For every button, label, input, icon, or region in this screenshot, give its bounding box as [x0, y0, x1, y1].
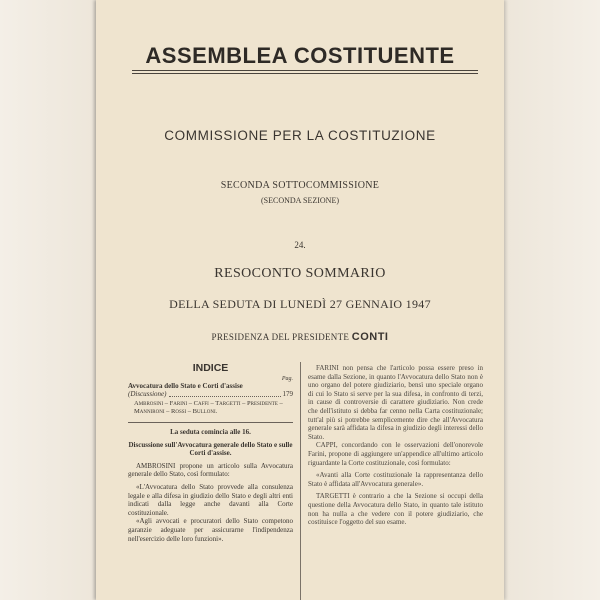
- commission-title: COMMISSIONE PER LA COSTITUZIONE: [164, 128, 436, 143]
- index-heading: INDICE: [192, 362, 229, 374]
- paragraph-farini: FARINI non pensa che l'articolo possa essere preso in esame dalla Sezione, in quanto l'Avvocatura dello Stato non è uno organo del potere giudiziario, bensì uno speciale organo di cui lo Stato si serve per la sua difesa, in confronto di terzi, in cause di controversie di carattere giudiziario. Non crede che dell'istituto si debba far cenno nella Carta costituzionale; tutt'al più si potrebbe semplicemente dire che all'Avvocatura generale sarà affidata la difesa in giudizio degli interessi dello Stato.: [308, 364, 484, 441]
- article-paragraph-1: «L'Avvocatura dello Stato provvede alla consulenza legale e alla difesa in giudizio dello Stato e degli altri enti indicati dalla legge anche davanti alla Corte costituzionale.: [128, 482, 293, 517]
- index-item-sub: (Discussione): [128, 390, 167, 399]
- amendment-paragraph: «Avanti alla Corte costituzionale la rappresentanza dello Stato è affidata all'Avvocatura generale».: [308, 471, 483, 488]
- index-dots: [169, 390, 281, 397]
- assembly-title: ASSEMBLEA COSTITUENTE: [145, 43, 455, 68]
- page-edge-right: [504, 0, 600, 600]
- paragraph-targetti: TARGETTI è contrario a che la Sezione si occupi della questione della Avvocatura dello Stato, in quanto tale istituto non ha nulla a che vedere con il potere giudiziario, che costituisce l'oggetto del suo esame.: [308, 492, 484, 527]
- index-item-page: 179: [282, 390, 293, 399]
- report-number: 24.: [294, 240, 306, 250]
- page-edge-left: [0, 0, 96, 600]
- report-title: RESOCONTO SOMMARIO: [214, 266, 386, 281]
- speaker-targetti: TARGETTI: [316, 492, 350, 501]
- president-name: CONTI: [351, 331, 389, 343]
- paragraph-ambrosini: AMBROSINI propone un articolo sulla Avvocatura generale dello Stato, così formulato:: [128, 461, 293, 479]
- right-column: [308, 364, 483, 527]
- article-paragraph-2: «Agli avvocati e procuratori dello Stato competono garanzie adeguate per assicurarne l'indipendenza nell'esercizio delle loro funzioni».: [128, 517, 293, 543]
- speaker-ambrosini: AMBROSINI: [136, 461, 176, 470]
- session-start: La seduta comincia alle 16.: [170, 427, 251, 436]
- index-page-label: Pag.: [281, 375, 293, 382]
- section-title: (SECONDA SEZIONE): [261, 196, 339, 205]
- session-date: DELLA SEDUTA DI LUNEDÌ 27 GENNAIO 1947: [169, 297, 431, 311]
- index-item-row: [128, 390, 293, 399]
- title-rule-top: [132, 70, 478, 71]
- presidency-line: [96, 331, 504, 343]
- speaker-farini: FARINI: [316, 364, 339, 372]
- index-separator: [128, 422, 293, 423]
- index-speakers: Ambrosini – Farini – Caffi – Targetti – Presidente – Mannironi – Rossi – Bulloni.: [134, 399, 283, 416]
- presidency-prefix: PRESIDENZA DEL PRESIDENTE: [211, 332, 350, 342]
- discussion-title: Discussione sull'Avvocatura generale dello Stato e sulle Corti d'assise.: [128, 440, 293, 458]
- speaker-cappi: CAPPI,: [316, 441, 338, 450]
- document-page: [96, 0, 504, 600]
- paragraph-cappi: CAPPI, concordando con le osservazioni dell'onorevole Farini, propone di aggiungere un'appendice all'ultimo articolo riguardante la Corte costituzionale, così formulato:: [308, 441, 483, 467]
- left-column: [128, 364, 293, 543]
- column-divider: [300, 362, 301, 600]
- title-rule-bottom: [132, 73, 478, 74]
- index-item-title: Avvocatura dello Stato e Corti d'assise: [128, 381, 243, 390]
- subcommission-title: SECONDA SOTTOCOMMISSIONE: [220, 180, 380, 191]
